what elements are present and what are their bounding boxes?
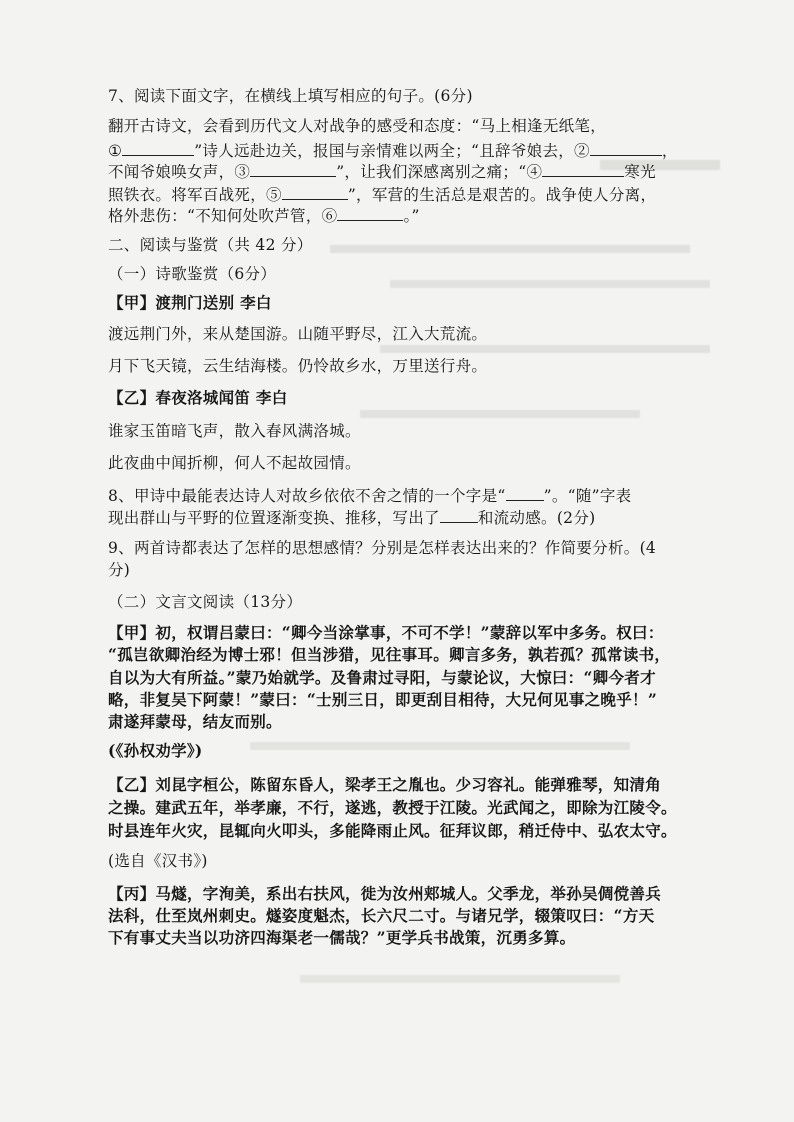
- bleed-through-mark: [360, 410, 640, 418]
- poem-heading: （一）诗歌鉴赏（6分）: [108, 265, 277, 283]
- q7-text: 寒光: [624, 163, 656, 181]
- q7-text: 格外悲伤：“不知何处吹芦管，⑥: [108, 207, 338, 225]
- answer-blank-5[interactable]: [282, 185, 348, 200]
- classical-yi-source: (选自《汉书》): [108, 852, 208, 870]
- classical-bing-line-3: 下有事丈夫当以功济四海渠老一儒哉？”更学兵书战策，沉勇多算。: [108, 928, 576, 947]
- bleed-through-mark: [250, 742, 630, 750]
- classical-jia-line-2: “孤岂欲卿治经为博士邪！但当涉猎，见往事耳。卿言多务，孰若孤？孤常读书，: [108, 645, 671, 664]
- classical-yi-line-2: 之操。建武五年，举孝廉，不行，遂逃，教授于江陵。光武闻之，即除为江陵令。: [108, 798, 677, 817]
- q7-line-1: 翻开古诗文，会看到历代文人对战争的感受和态度：“马上相逢无纸笔，: [108, 117, 607, 135]
- answer-blank-q8-1[interactable]: [506, 486, 544, 501]
- classical-jia-source: (《孙权劝学》): [108, 741, 203, 760]
- q8-text: 现出群山与平野的位置逐渐变换、推移，写出了: [108, 509, 440, 527]
- poem-jia-line-2: 月下飞天镜，云生结海楼。仍怜故乡水，万里送行舟。: [108, 357, 488, 375]
- classical-jia-line-5: 肃遂拜蒙母，结友而别。: [108, 712, 282, 731]
- bleed-through-mark: [330, 245, 690, 253]
- poem-yi-line-2: 此夜曲中闻折柳，何人不起故园情。: [108, 454, 361, 472]
- poem-yi-line-1: 谁家玉笛暗飞声，散入春风满洛城。: [108, 422, 361, 440]
- bleed-through-mark: [300, 975, 620, 983]
- answer-blank-2[interactable]: [590, 141, 662, 156]
- poem-jia-title: 【甲】渡荆门送别 李白: [108, 293, 272, 312]
- q7-line-3: [108, 162, 656, 182]
- classical-yi-line-3: 时县连年火灾，昆辄向火叩头，多能降雨止风。征拜议郎，稍迁侍中、弘农太守。: [108, 821, 677, 840]
- q7-text: ，: [661, 142, 678, 160]
- classical-bing-line-2: 法科，仕至岚州刺史。燧姿度魁杰，长六尺二寸。与诸兄学，辍策叹曰：“方天: [108, 906, 655, 925]
- classical-jia-line-3: 自以为大有所益。”蒙乃始就学。及鲁肃过寻阳，与蒙论议，大惊曰：“卿今者才: [108, 668, 656, 687]
- q7-text: ①: [108, 142, 123, 160]
- poem-jia-line-1: 渡远荆门外，来从楚国游。山随平野尽，江入大荒流。: [108, 325, 488, 343]
- section-2-title: 二、阅读与鉴赏（共 42 分）: [108, 236, 313, 254]
- answer-blank-q8-2[interactable]: [440, 508, 478, 523]
- q7-text: ”，军营的生活总是艰苦的。战争使人分离，: [347, 186, 657, 204]
- q7-text: ”诗人远赴边关，报国与亲情难以两全；“且辞爷娘去，②: [194, 142, 590, 160]
- q7-text: 。”: [403, 207, 420, 225]
- answer-blank-1[interactable]: [122, 141, 194, 156]
- answer-blank-6[interactable]: [337, 206, 403, 221]
- q8-text: 和流动感。(2分): [477, 509, 596, 527]
- q7-line-2: [108, 141, 678, 161]
- q7-title: 7、阅读下面文字，在横线上填写相应的句子。(6分): [108, 87, 473, 105]
- q7-line-5: [108, 206, 420, 226]
- classical-bing-line-1: 【丙】马燧，字洵美，系出右扶风，徙为汝州郏城人。父季龙，举孙吴倜傥善兵: [108, 884, 662, 903]
- q8-text: ”。“随”字表: [543, 487, 632, 505]
- classical-jia-line-1: 【甲】初，权谓吕蒙曰：“卿今当涂掌事，不可不学！”蒙辞以军中多务。权曰：: [108, 623, 664, 642]
- q7-text: 照铁衣。将军百战死，⑤: [108, 186, 282, 204]
- classical-yi-line-1: 【乙】刘昆字桓公，陈留东昏人，梁孝王之胤也。少习容礼。能弹雅琴，知清角: [108, 775, 662, 794]
- q9-line-1: 9、两首诗都表达了怎样的思想感情？分别是怎样表达出来的？作简要分析。(4: [108, 539, 657, 557]
- q8-text: 8、甲诗中最能表达诗人对故乡依依不舍之情的一个字是“: [108, 487, 506, 505]
- q7-line-4: [108, 185, 656, 205]
- bleed-through-mark: [380, 345, 710, 353]
- q7-text: ”，让我们深感离别之痛；“④: [336, 163, 543, 181]
- q7-text: 不闻爷娘唤女声，③: [108, 163, 251, 181]
- q8-line-2: [108, 508, 595, 528]
- poem-yi-title: 【乙】春夜洛城闻笛 李白: [108, 388, 288, 407]
- answer-blank-3[interactable]: [250, 162, 336, 177]
- classical-jia-line-4: 略，非复吴下阿蒙！”蒙曰：“士别三日，即更刮目相待，大兄何见事之晚乎！”: [108, 690, 658, 709]
- q9-line-2: 分): [108, 561, 131, 579]
- q8-line-1: [108, 486, 631, 506]
- classical-heading: （二）文言文阅读（13分）: [108, 593, 303, 611]
- answer-blank-4[interactable]: [542, 162, 624, 177]
- bleed-through-mark: [390, 280, 710, 288]
